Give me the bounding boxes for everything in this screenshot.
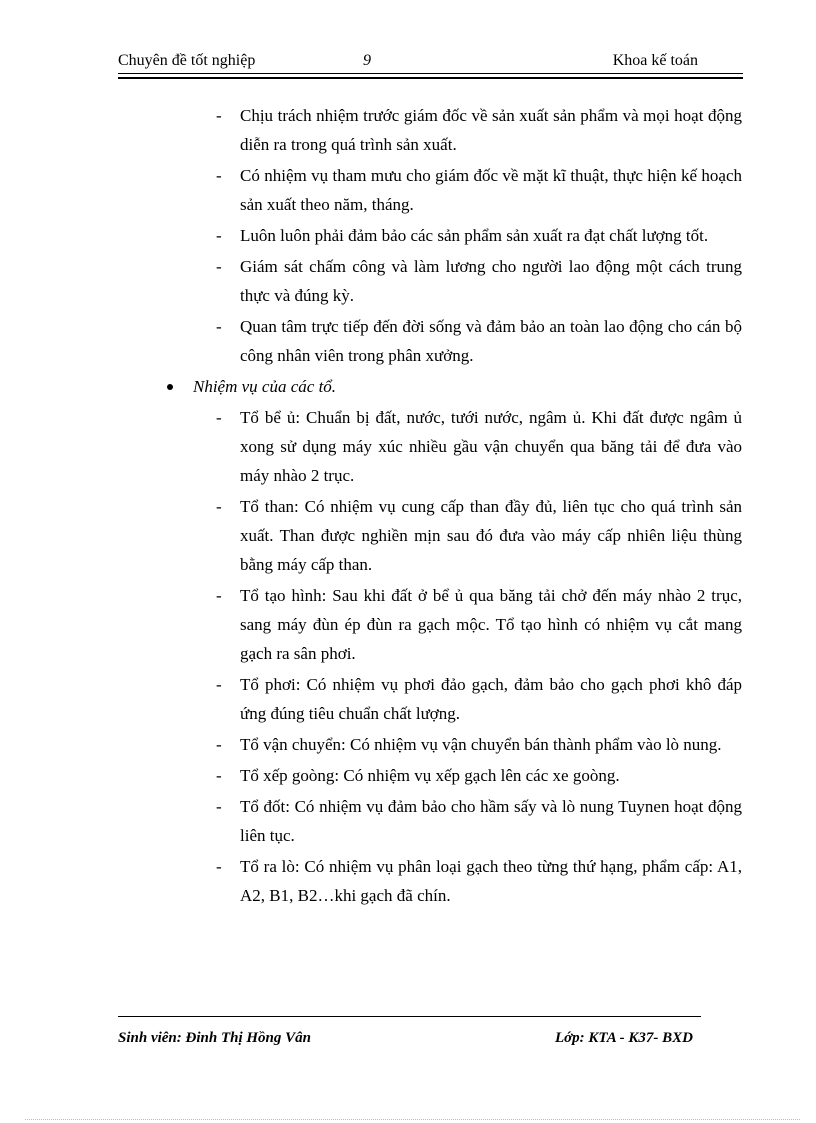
dash-marker: - [216,675,222,694]
bullet-heading [193,372,816,401]
list-item [216,581,742,668]
document-body [0,101,816,912]
list-item-text: Luôn luôn phải đảm bảo các sản phẩm sản xuất ra đạt chất lượng tốt. [240,226,709,245]
list-item-text: Tổ bể ủ: Chuẩn bị đất, nước, tưới nước, ngâm ủ. Khi đất được ngâm ủ xong sử dụng máy xúc nhiều gầu vận chuyển qua băng tải để đưa vào máy nhào 2 trục. [240,408,742,485]
dash-marker: - [216,857,222,876]
list-item [216,852,742,910]
team-duties-list [0,403,816,910]
bullet-icon [167,384,173,390]
list-item-text: Giám sát chấm công và làm lương cho người lao động một cách trung thực và đúng kỳ. [240,257,742,305]
dash-marker: - [216,408,222,427]
list-item-text: Tổ đốt: Có nhiệm vụ đảm bảo cho hầm sấy và lò nung Tuynen hoạt động liên tục. [240,797,742,845]
list-item-text: Quan tâm trực tiếp đến đời sống và đảm bảo an toàn lao động cho cán bộ công nhân viên trong phân xưởng. [240,317,742,365]
bullet-heading-text: Nhiệm vụ của các tổ. [193,377,337,396]
list-item [216,670,742,728]
dash-marker: - [216,766,222,785]
list-item-text: Tổ ra lò: Có nhiệm vụ phân loại gạch theo từng thứ hạng, phẩm cấp: A1, A2, B1, B2…khi gạch đã chín. [240,857,742,905]
footer-rule [118,1016,701,1017]
dash-marker: - [216,106,222,125]
header-rule-thick [118,77,743,79]
list-item-text: Tổ than: Có nhiệm vụ cung cấp than đầy đủ, liên tục cho quá trình sản xuất. Than được nghiền mịn sau đó đưa vào máy cấp nhiên liệu thùng bằng máy cấp than. [240,497,742,574]
list-item [216,792,742,850]
list-item [216,252,742,310]
list-item-text: Tổ vận chuyển: Có nhiệm vụ vận chuyển bán thành phẩm vào lò nung. [240,735,722,754]
dash-marker: - [216,735,222,754]
list-item [216,221,742,250]
list-item [216,312,742,370]
list-item-text: Tổ phơi: Có nhiệm vụ phơi đảo gạch, đảm bảo cho gạch phơi khô đáp ứng đúng tiêu chuẩn chất lượng. [240,675,742,723]
list-item-text: Có nhiệm vụ tham mưu cho giám đốc về mặt kĩ thuật, thực hiện kế hoạch sản xuất theo năm, tháng. [240,166,742,214]
dash-marker: - [216,166,222,185]
list-item [216,492,742,579]
page-bottom-divider [25,1119,800,1120]
footer-student: Sinh viên: Đinh Thị Hồng Vân [118,1030,311,1046]
list-item [216,761,742,790]
list-item-text: Chịu trách nhiệm trước giám đốc về sản xuất sản phẩm và mọi hoạt động diễn ra trong quá trình sản xuất. [240,106,742,154]
page-number: 9 [363,52,371,69]
list-item [216,101,742,159]
list-item-text: Tổ tạo hình: Sau khi đất ở bể ủ qua băng tải chở đến máy nhào 2 trục, sang máy đùn ép đùn ra gạch mộc. Tổ tạo hình có nhiệm vụ cắt mang gạch ra sân phơi. [240,586,742,663]
dash-marker: - [216,317,222,336]
list-item [216,161,742,219]
list-item [216,730,742,759]
dash-marker: - [216,226,222,245]
page-header [118,52,743,74]
dash-marker: - [216,257,222,276]
footer-class: Lớp: KTA - K37- BXD [554,1030,693,1046]
duties-list [0,101,816,370]
page-footer [118,1030,698,1052]
dash-marker: - [216,586,222,605]
header-department: Khoa kế toán [612,52,698,69]
dash-marker: - [216,497,222,516]
header-title: Chuyên đề tốt nghiệp [118,52,256,69]
dash-marker: - [216,797,222,816]
header-rule-thin [118,73,743,74]
list-item-text: Tổ xếp goòng: Có nhiệm vụ xếp gạch lên các xe goòng. [240,766,620,785]
list-item [216,403,742,490]
